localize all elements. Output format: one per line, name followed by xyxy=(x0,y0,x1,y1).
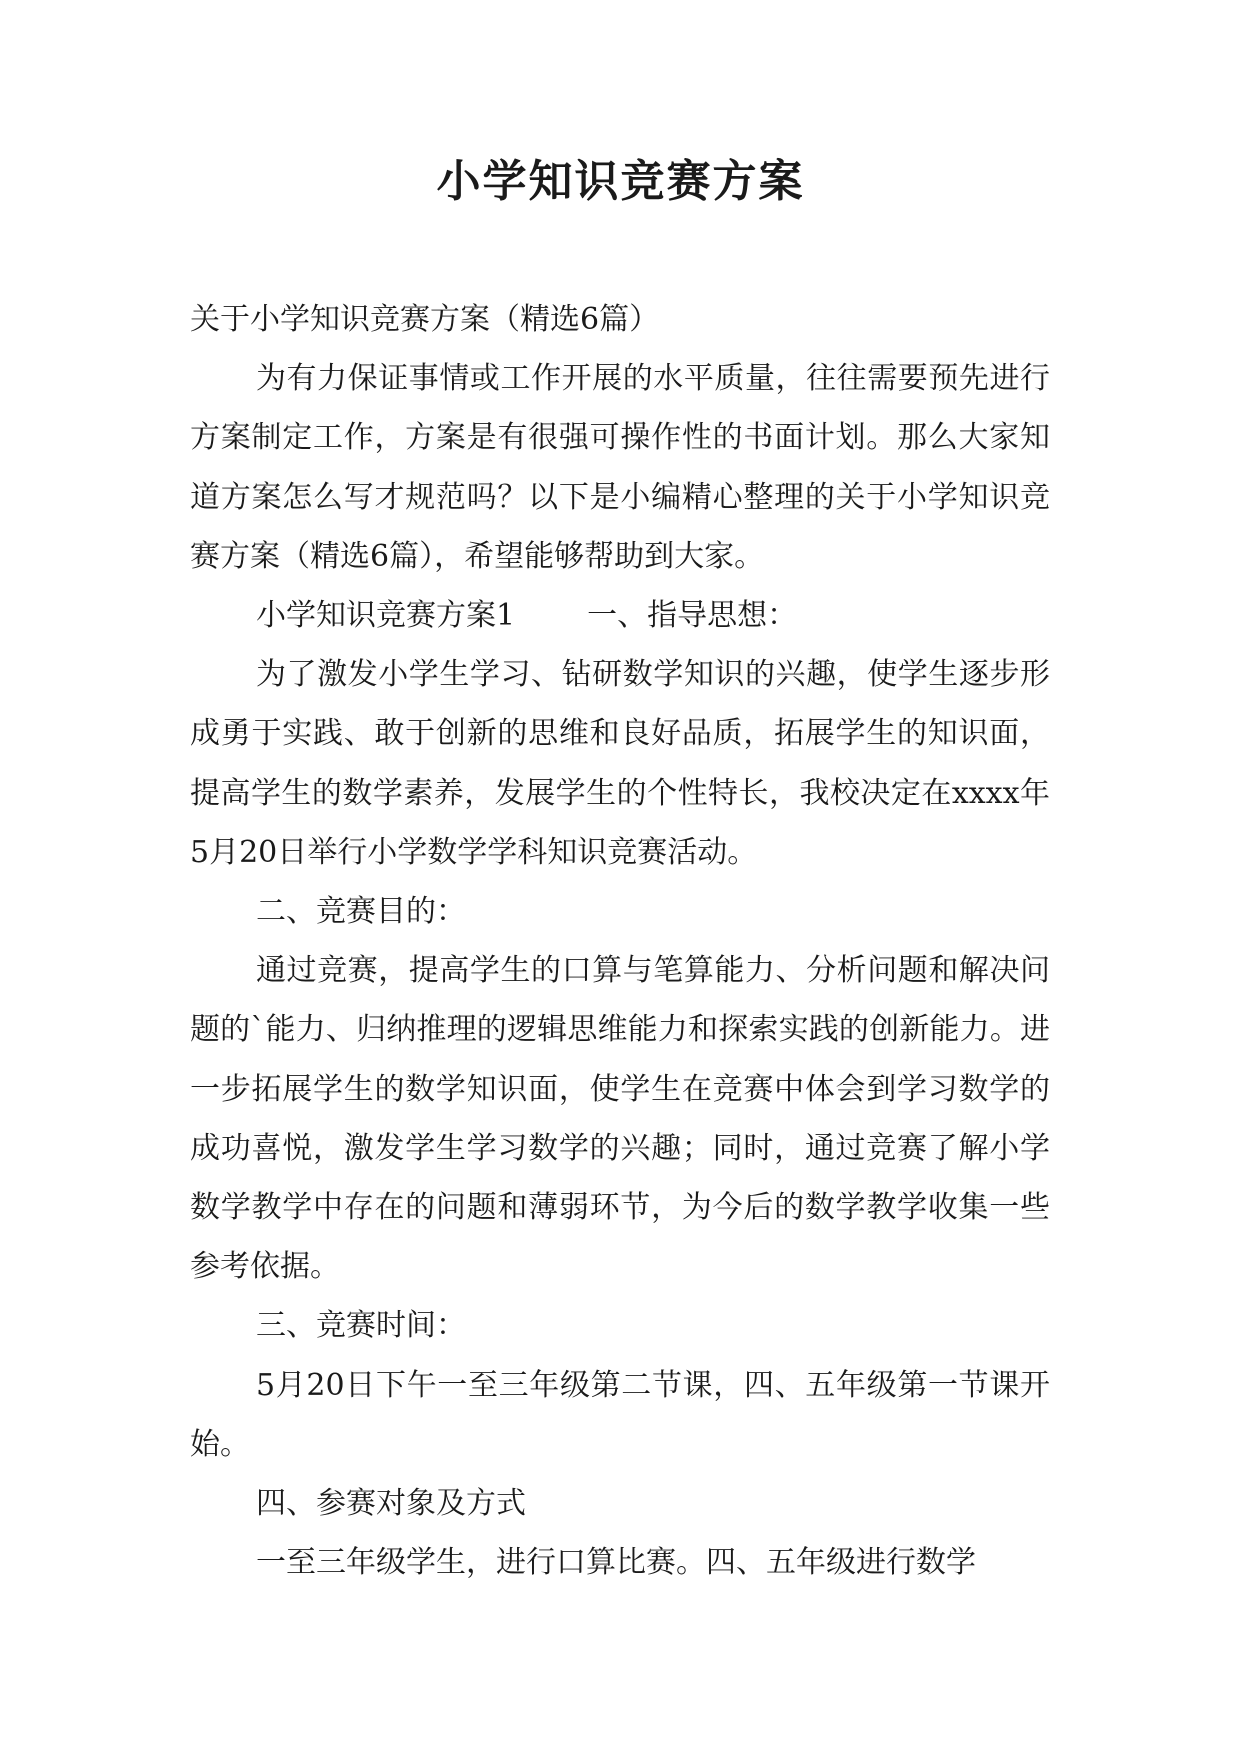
section-title: 小学知识竞赛方案1 xyxy=(256,598,516,634)
paragraph-guiding-ideology: 为了激发小学生学习、钻研数学知识的兴趣，使学生逐步形成勇于实践、敢于创新的思维和良好品质，拓展学生的知识面，提高学生的数学素养，发展学生的个性特长，我校决定在xxxx年5月20日举行小学数学学科知识竞赛活动。 xyxy=(190,657,1050,870)
intro-title: 关于小学知识竞赛方案（精选6篇） xyxy=(190,302,660,337)
heading-participants: 四、参赛对象及方式 xyxy=(256,1486,526,1522)
document-title: 小学知识竞赛方案 xyxy=(436,156,805,207)
heading-guiding-ideology: 一、指导思想： xyxy=(587,598,798,634)
paragraph-participants: 一至三年级学生，进行口算比赛。四、五年级进行数学 xyxy=(256,1545,976,1581)
paragraph-competition-time: 5月20日下午一至三年级第二节课，四、五年级第一节课开始。 xyxy=(190,1367,1050,1462)
intro-paragraph: 为有力保证事情或工作开展的水平质量，往往需要预先进行方案制定工作，方案是有很强可操作性的书面计划。那么大家知道方案怎么写才规范吗？以下是小编精心整理的关于小学知识竞赛方案（精选6篇），希望能够帮助到大家。 xyxy=(190,361,1050,574)
heading-competition-purpose: 二、竞赛目的： xyxy=(256,894,466,930)
document-body xyxy=(190,290,1050,1592)
paragraph-competition-purpose: 通过竞赛，提高学生的口算与笔算能力、分析问题和解决问题的`能力、归纳推理的逻辑思维能力和探索实践的创新能力。进一步拓展学生的数学知识面，使学生在竞赛中体会到学习数学的成功喜悦，激发学生学习数学的兴趣；同时，通过竞赛了解小学数学教学中存在的问题和薄弱环节，为今后的数学教学收集一些参考依据。 xyxy=(190,953,1050,1285)
heading-competition-time: 三、竞赛时间： xyxy=(256,1308,466,1344)
section-heading-line xyxy=(190,586,1050,645)
